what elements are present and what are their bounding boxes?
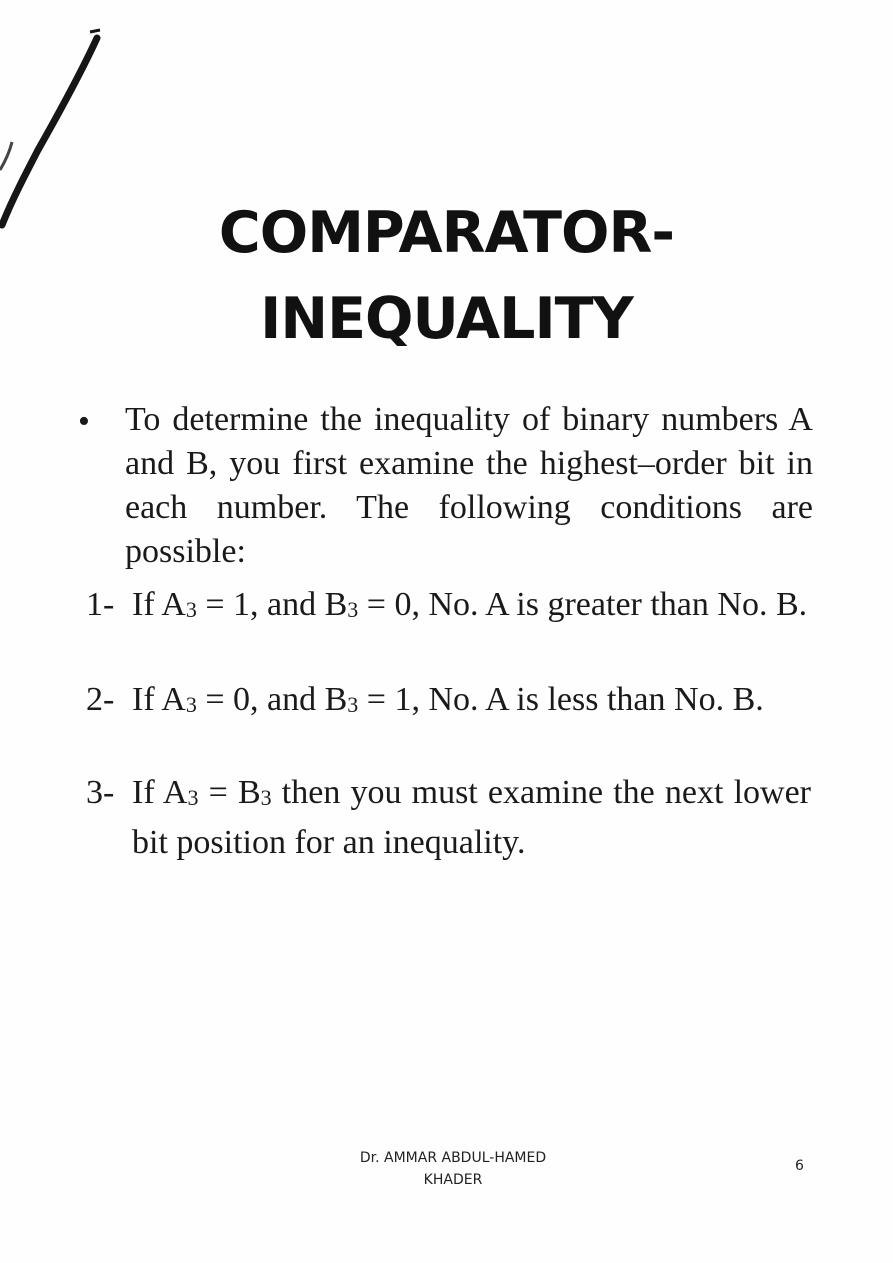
- subscript: 3: [260, 785, 272, 810]
- author-line-2: KHADER: [423, 1172, 483, 1188]
- subscript: 3: [347, 692, 359, 717]
- title-line-2: INEQUALITY: [260, 286, 633, 352]
- page-number: 6: [795, 1158, 804, 1174]
- bullet-icon: •: [78, 403, 90, 440]
- subscript: 3: [185, 597, 197, 622]
- condition-item-1: [86, 582, 811, 632]
- subscript: 3: [187, 785, 199, 810]
- condition-number: 1-: [86, 586, 115, 623]
- subscript: 3: [347, 597, 359, 622]
- intro-text: To determine the inequality of binary numbers A and B, you first examine the highest–order bit in each number. The following conditions are possible:: [125, 401, 813, 570]
- condition-number: 2-: [86, 681, 115, 718]
- condition-text: If A3 = B3 then you must examine the next lower bit position for an inequality.: [132, 774, 811, 861]
- subscript: 3: [185, 692, 197, 717]
- condition-text: If A3 = 1, and B3 = 0, No. A is greater than No. B.: [132, 586, 808, 623]
- condition-number: 3-: [86, 774, 115, 811]
- page-title: [0, 190, 893, 362]
- condition-item-3: [86, 770, 811, 865]
- title-line-1: COMPARATOR-: [218, 200, 675, 266]
- condition-text: If A3 = 0, and B3 = 1, No. A is less than No. B.: [132, 681, 764, 718]
- author-line-1: Dr. AMMAR ABDUL-HAMED: [359, 1150, 547, 1166]
- condition-item-2: [86, 677, 811, 727]
- footer-author: [300, 1147, 606, 1191]
- intro-bullet: [78, 398, 813, 574]
